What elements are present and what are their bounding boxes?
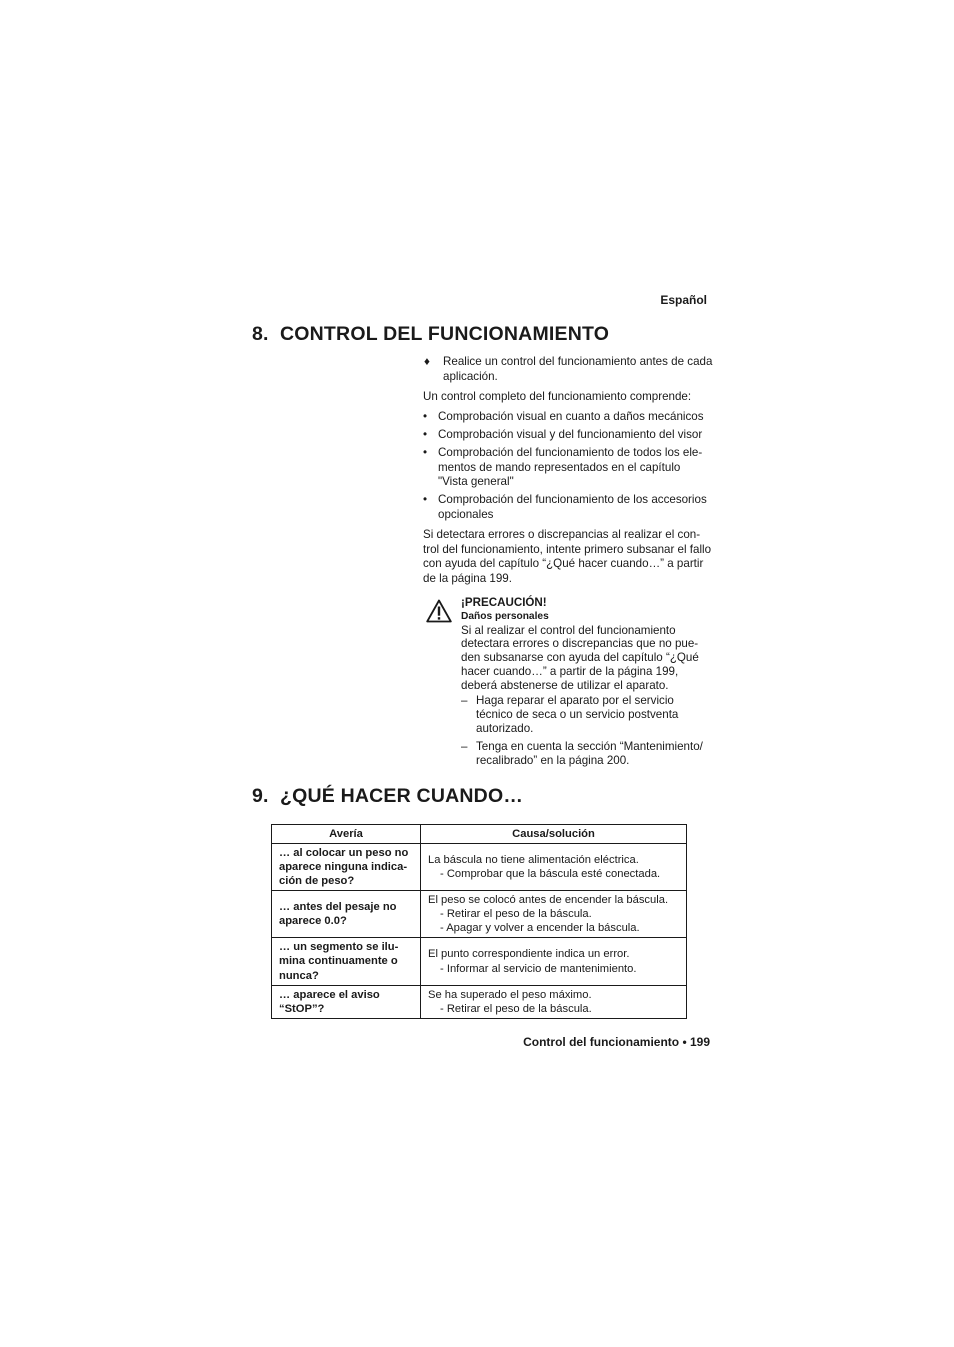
- header-cause: Causa/solución: [421, 825, 687, 844]
- solution-step: - Retirar el peso de la báscula.: [440, 907, 592, 920]
- bullet-icon: •: [423, 427, 428, 441]
- table-row: [272, 844, 687, 891]
- caution-step: [461, 740, 713, 767]
- list-item-text: Comprobación del funcionamiento de los accesorios opcionales: [438, 493, 707, 521]
- table-header-row: [272, 825, 687, 844]
- caution-subtitle: Daños personales: [461, 610, 549, 622]
- warning-triangle-icon: [426, 599, 452, 623]
- bullet-icon: •: [423, 445, 428, 459]
- caution-body: [461, 596, 713, 768]
- table-row: [272, 891, 687, 938]
- cause-cell: [421, 844, 687, 891]
- caution-title: ¡PRECAUCIÓN!: [461, 596, 547, 609]
- paragraph-text: Si detectara errores o discrepancias al realizar el con-trol del funcionamiento, intente primero subsanar el fallo con ayuda del capítulo “¿Qué hacer cuando…” a partir de la página 199.: [423, 528, 712, 585]
- fault-cell: … un segmento se ilu-mina continuamente o nunca?: [272, 938, 421, 986]
- list-item: [423, 428, 713, 443]
- header-fault: Avería: [272, 825, 421, 844]
- section-9-number: 9.: [252, 785, 269, 807]
- instruction-step: [423, 355, 713, 384]
- list-item-text: Comprobación del funcionamiento de todos los ele-mentos de mando representados en el capítulo "Vista general": [438, 445, 703, 489]
- section-8-number: 8.: [252, 323, 269, 345]
- page-footer: Control del funcionamiento • 199: [523, 1035, 710, 1049]
- list-item-text: Comprobación visual en cuanto a daños mecánicos: [438, 410, 704, 423]
- fault-cell: … antes del pesaje no aparece 0.0?: [272, 891, 421, 938]
- caution-step: [461, 694, 713, 735]
- section-8-title: CONTROL DEL FUNCIONAMIENTO: [280, 323, 610, 345]
- caution-step-text: Tenga en cuenta la sección “Mantenimiento/ recalibrado” en la página 200.: [476, 740, 703, 768]
- cause-text: El punto correspondiente indica un error.: [428, 948, 630, 961]
- section-9-title: ¿QUÉ HACER CUANDO…: [280, 785, 524, 807]
- bullet-icon: •: [423, 493, 428, 507]
- bullet-icon: •: [423, 410, 428, 423]
- diamond-bullet-icon: ♦: [424, 355, 430, 368]
- dash-icon: –: [461, 740, 468, 754]
- list-item: [423, 446, 713, 490]
- cause-cell: [421, 938, 687, 986]
- cause-cell: [421, 986, 687, 1019]
- solution-step: - Retirar el peso de la báscula.: [440, 1003, 592, 1015]
- cause-text: Se ha superado el peso máximo.: [428, 988, 592, 1001]
- caution-step-text: Haga reparar el aparato por el servicio técnico de seca o un servicio postventa autorizado.: [476, 694, 679, 735]
- troubleshooting-table: [271, 824, 687, 1019]
- check-intro: [423, 390, 713, 405]
- intro-text: Un control completo del funcionamiento comprende:: [423, 390, 692, 403]
- cause-cell: [421, 891, 687, 938]
- caution-text: Si al realizar el control del funcionamiento detectara errores o discrepancias que no pue-den subsanarse con ayuda del capítulo “¿Qué hacer cuando…” a partir de la página 199, deberá abstenerse de utilizar el aparato.: [461, 623, 699, 692]
- table-row: [272, 938, 687, 986]
- language-label: Español: [660, 293, 707, 307]
- cause-text: El peso se colocó antes de encender la báscula.: [428, 893, 669, 906]
- section-8-heading: [252, 323, 609, 346]
- cause-text: La báscula no tiene alimentación eléctrica.: [428, 853, 639, 866]
- fault-cell: … al colocar un peso no aparece ninguna indica-ción de peso?: [272, 844, 421, 891]
- solution-step: - Comprobar que la báscula esté conectada.: [440, 868, 661, 880]
- solution-step: - Informar al servicio de mantenimiento.: [440, 962, 637, 975]
- table-row: [272, 986, 687, 1019]
- instruction-text: Realice un control del funcionamiento antes de cada aplicación.: [443, 355, 713, 383]
- check-list: [423, 410, 713, 526]
- list-item-text: Comprobación visual y del funcionamiento del visor: [438, 427, 703, 441]
- error-paragraph: [423, 528, 713, 586]
- list-item: [423, 410, 713, 425]
- solution-step: - Apagar y volver a encender la báscula.: [440, 922, 640, 935]
- fault-cell: … aparece el aviso “StOP”?: [272, 986, 421, 1019]
- section-9-heading: [252, 785, 523, 808]
- dash-icon: –: [461, 694, 468, 708]
- list-item: [423, 493, 713, 522]
